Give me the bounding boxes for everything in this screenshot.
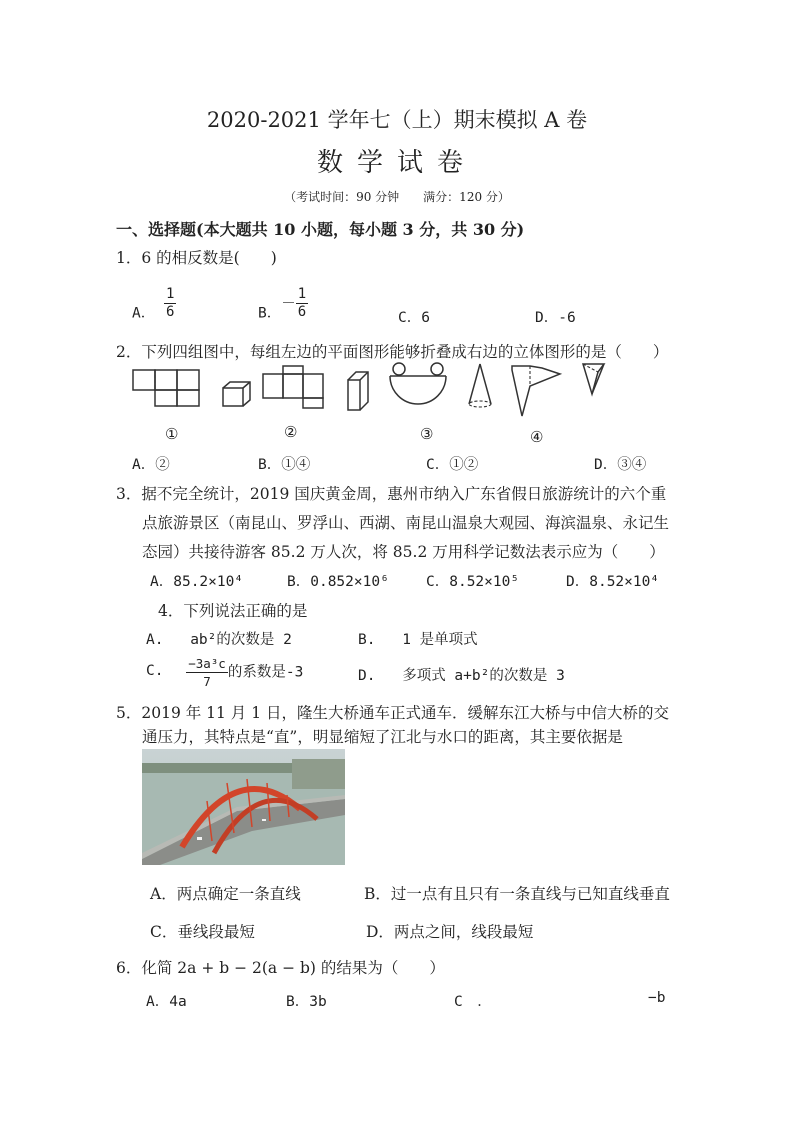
q5-option-d[interactable]: D．两点之间，线段最短	[366, 923, 534, 941]
q5-line-1: 5．2019 年 11 月 1 日，隆生大桥通车正式通车．缓解东江大桥与中信大桥的交	[116, 704, 670, 722]
q4-option-b[interactable]	[358, 628, 478, 649]
q2-label-3: ③	[420, 425, 434, 443]
q3-option-a[interactable]: A．85.2×10⁴	[150, 574, 244, 590]
q4-option-a-label: A.	[146, 632, 164, 648]
q3-line-1: 3．据不完全统计，2019 国庆黄金周，惠州市纳入广东省假日旅游统计的六个重	[116, 485, 667, 503]
exam-info: （考试时间：90 分钟 满分：120 分）	[284, 190, 510, 204]
q5-line-2: 通压力，其特点是“直”，明显缩短了江北与水口的距离，其主要依据是	[142, 728, 623, 746]
section-heading: 一、选择题(本大题共 10 小题，每小题 3 分，共 30 分)	[116, 220, 525, 239]
q4-option-b-text: 1 是单项式	[402, 632, 478, 648]
q2-figure-1-cube	[223, 382, 250, 406]
q1-option-c[interactable]: C．6	[398, 310, 430, 326]
q5-option-b[interactable]: B．过一点有且只有一条直线与已知直线垂直	[364, 885, 670, 903]
q1-option-a[interactable]	[132, 286, 176, 331]
q4-option-c-label: C.	[146, 662, 164, 679]
q2-label-1: ①	[165, 425, 179, 443]
q1-b-sign: －	[281, 295, 296, 312]
q1-b-numerator: 1	[297, 286, 307, 302]
q4-option-b-label: B.	[358, 632, 376, 648]
q1-option-a-label: A．	[132, 305, 156, 322]
q1-a-numerator: 1	[165, 286, 175, 302]
q5-option-a[interactable]: A．两点确定一条直线	[150, 885, 301, 903]
q1-stem: 1．6 的相反数是( )	[116, 249, 277, 267]
q1-option-b-label: B．	[258, 305, 282, 322]
q4-option-d-label: D.	[358, 668, 376, 684]
q3-line-2: 点旅游景区（南昆山、罗浮山、西湖、南昆山温泉大观园、海滨温泉、永记生	[142, 514, 670, 532]
subject-title: 数学试卷	[316, 148, 477, 178]
q4-option-d[interactable]	[358, 664, 565, 685]
q2-figure-1-net	[133, 370, 199, 406]
q2-option-d[interactable]: D．③④	[594, 457, 647, 473]
q6-option-d[interactable]: −b	[648, 990, 666, 1006]
q6-option-c[interactable]: C ．	[454, 994, 492, 1010]
q3-option-b[interactable]: B．0.852×10⁶	[287, 574, 389, 590]
q1-option-b[interactable]	[258, 286, 308, 331]
q6-option-b[interactable]: B．3b	[286, 994, 327, 1010]
q2-option-a[interactable]: A．②	[132, 457, 170, 473]
q3-option-d[interactable]: D．8.52×10⁴	[566, 574, 660, 590]
q4-option-c-text: 的系数是-3	[227, 664, 304, 681]
q2-stem: 2．下列四组图中，每组左边的平面图形能够折叠成右边的立体图形的是（ ）	[116, 343, 669, 361]
q2-option-c[interactable]: C．①②	[426, 457, 479, 473]
q2-option-b[interactable]: B．①④	[258, 457, 311, 473]
q4-option-c[interactable]	[146, 655, 303, 690]
q1-b-denominator: 6	[297, 304, 307, 320]
q2-figure-2-net	[263, 366, 323, 408]
bridge-photo	[142, 749, 345, 865]
q6-stem: 6．化简 2a + b − 2(a − b) 的结果为（ ）	[116, 959, 445, 977]
q4-c-numerator: −3a³c	[188, 656, 226, 671]
q4-option-c-fraction	[186, 655, 228, 690]
q4-option-d-text: 多项式 a+b²的次数是 3	[402, 668, 565, 684]
q1-a-denominator: 6	[165, 304, 175, 320]
q2-figure-2-prism	[348, 372, 368, 410]
q1-option-a-fraction	[164, 286, 176, 321]
q2-figure-3-cone	[469, 364, 491, 407]
q4-option-a[interactable]	[146, 628, 292, 649]
q3-line-3: 态园）共接待游客 85.2 万人次，将 85.2 万用科学记数法表示应为（ ）	[142, 543, 665, 561]
q6-option-a[interactable]: A．4a	[146, 994, 187, 1010]
q5-option-c[interactable]: C．垂线段最短	[150, 923, 255, 941]
q4-option-a-text: ab²的次数是 2	[190, 632, 292, 648]
q2-figure-3-net	[390, 363, 446, 404]
q4-c-denominator: 7	[203, 674, 211, 689]
q2-figure-4-pyramid	[583, 364, 604, 394]
q2-label-4: ④	[530, 428, 544, 446]
q2-figure-4-net	[512, 366, 560, 416]
q1-option-b-fraction	[296, 286, 308, 321]
q2-label-2: ②	[284, 423, 298, 441]
q3-option-c[interactable]: C．8.52×10⁵	[426, 574, 520, 590]
q4-stem: 4．下列说法正确的是	[158, 602, 308, 620]
exam-title: 2020-2021 学年七（上）期末模拟 A 卷	[206, 108, 588, 132]
q1-option-d[interactable]: D．-6	[535, 310, 576, 326]
q2-figures	[120, 358, 680, 420]
